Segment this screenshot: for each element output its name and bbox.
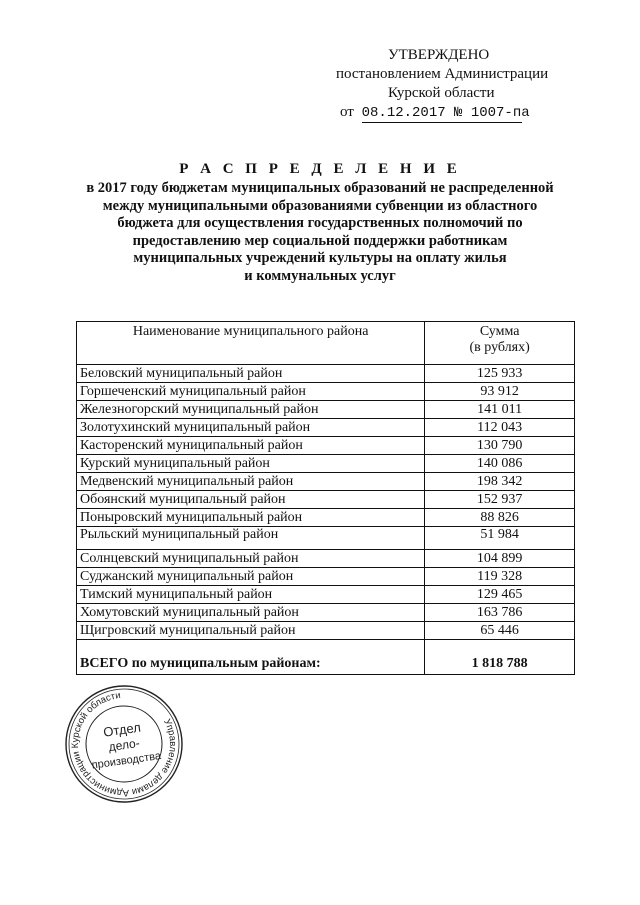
- table-header-row: [77, 322, 575, 365]
- district-sum: 93 912: [425, 383, 575, 401]
- district-name: Беловский муниципальный район: [77, 365, 425, 383]
- district-sum: 51 984: [425, 527, 575, 550]
- header-sum-line1: Сумма: [479, 324, 520, 339]
- district-name: Суджанский муниципальный район: [77, 568, 425, 586]
- district-sum: 140 086: [425, 455, 575, 473]
- stamp-center-line3: производства: [90, 750, 162, 772]
- table-row: [77, 550, 575, 568]
- table-row: [77, 568, 575, 586]
- district-name: Рыльский муниципальный район: [77, 527, 425, 550]
- district-sum: 65 446: [425, 622, 575, 640]
- table-row: [77, 604, 575, 622]
- district-sum: 130 790: [425, 437, 575, 455]
- document-title: Р А С П Р Е Д Е Л Е Н И Е: [179, 161, 461, 177]
- table-row: [77, 509, 575, 527]
- district-name: Обоянский муниципальный район: [77, 491, 425, 509]
- district-name: Щигровский муниципальный район: [77, 622, 425, 640]
- stamp-ring-text: Управление делами Администрации Курской области: [69, 690, 179, 799]
- district-sum: 125 933: [425, 365, 575, 383]
- approval-by: постановлением Администрации: [336, 66, 549, 82]
- district-name: Золотухинский муниципальный район: [77, 419, 425, 437]
- subtitle-line: бюджета для осуществления государственных полномочий по: [117, 215, 523, 231]
- table-row: [77, 419, 575, 437]
- approval-date-line: [340, 103, 530, 123]
- approval-date-value: 08.12.2017 № 1007-па: [361, 105, 530, 121]
- total-sum: 1 818 788: [425, 640, 575, 675]
- district-name: Касторенский муниципальный район: [77, 437, 425, 455]
- approval-date-prefix: от: [340, 104, 354, 120]
- total-label: ВСЕГО по муниципальным районам:: [77, 640, 425, 675]
- stamp-center-line1: Отдел: [102, 719, 142, 740]
- distribution-table: [76, 321, 575, 675]
- district-name: Солнцевский муниципальный район: [77, 550, 425, 568]
- document-subtitle: [70, 180, 570, 285]
- header-district-name: Наименование муниципального района: [77, 322, 425, 365]
- table-row: [77, 491, 575, 509]
- office-stamp: [62, 682, 186, 806]
- table-total-row: [77, 640, 575, 675]
- stamp-center-line2: дело-: [107, 735, 141, 755]
- district-sum: 163 786: [425, 604, 575, 622]
- approval-heading: УТВЕРЖДЕНО: [388, 47, 490, 63]
- table-row: [77, 586, 575, 604]
- district-name: Горшеченский муниципальный район: [77, 383, 425, 401]
- district-name: Тимский муниципальный район: [77, 586, 425, 604]
- subtitle-line: в 2017 году бюджетам муниципальных образований не распределенной: [86, 180, 554, 196]
- header-sum-line2: (в рублях): [469, 340, 530, 355]
- table-row: [77, 365, 575, 383]
- header-sum: [425, 322, 575, 365]
- approval-region: Курской области: [388, 85, 495, 101]
- district-sum: 112 043: [425, 419, 575, 437]
- table-row: [77, 383, 575, 401]
- district-sum: 129 465: [425, 586, 575, 604]
- table-row: [77, 455, 575, 473]
- district-name: Курский муниципальный район: [77, 455, 425, 473]
- district-name: Поныровский муниципальный район: [77, 509, 425, 527]
- table-row: [77, 622, 575, 640]
- district-sum: 104 899: [425, 550, 575, 568]
- table-row: [77, 401, 575, 419]
- subtitle-line: между муниципальными образованиями субвенции из областного: [102, 197, 538, 214]
- district-sum: 141 011: [425, 401, 575, 419]
- table-row: [77, 437, 575, 455]
- subtitle-line: и коммунальных услуг: [244, 267, 396, 284]
- district-sum: 88 826: [425, 509, 575, 527]
- table-row: [77, 527, 575, 550]
- district-sum: 119 328: [425, 568, 575, 586]
- district-name: Железногорский муниципальный район: [77, 401, 425, 419]
- district-name: Хомутовский муниципальный район: [77, 604, 425, 622]
- subtitle-line: предоставлению мер социальной поддержки работникам: [132, 232, 508, 249]
- table-row: [77, 473, 575, 491]
- subtitle-line: муниципальных учреждений культуры на оплату жилья: [133, 250, 507, 266]
- district-sum: 152 937: [425, 491, 575, 509]
- district-sum: 198 342: [425, 473, 575, 491]
- district-name: Медвенский муниципальный район: [77, 473, 425, 491]
